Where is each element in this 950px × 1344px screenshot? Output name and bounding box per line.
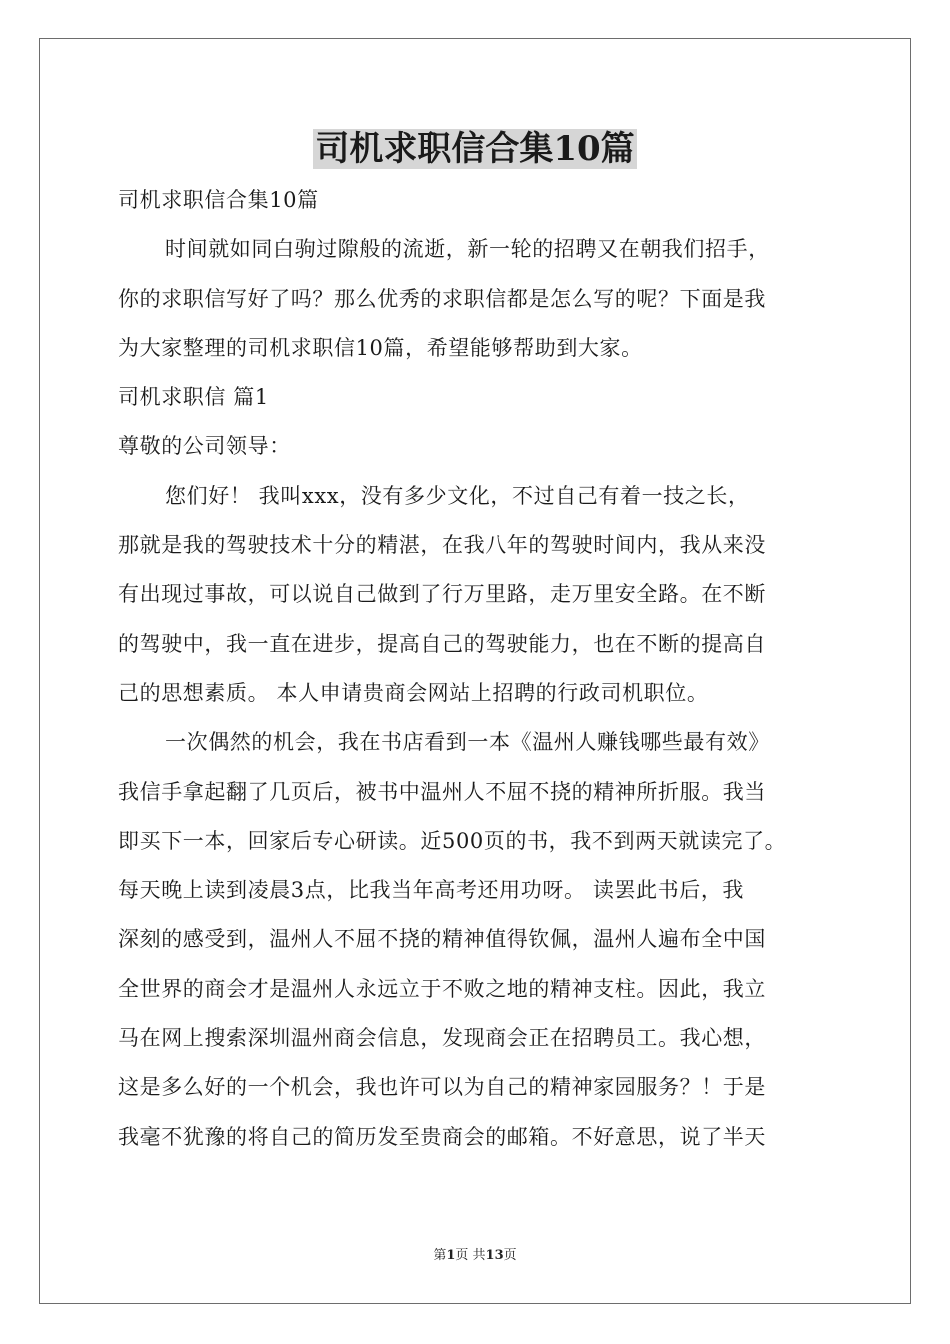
footer-mid: 页 共 [455,1248,486,1263]
text-line: 我毫不犹豫的将自己的简历发至贵商会的邮箱。不好意思，说了半天 [118,1124,766,1149]
text-line: 这是多么好的一个机会，我也许可以为自己的精神家园服务？！于是 [118,1075,766,1100]
text-line: 你的求职信写好了吗？那么优秀的求职信都是怎么写的呢？下面是我 [118,286,766,311]
text-line: 深刻的感受到，温州人不屈不挠的精神值得钦佩，温州人遍布全中国 [118,927,766,952]
text-line: 尊敬的公司领导： [118,434,291,459]
footer-page-number: 1 [446,1248,456,1263]
footer-prefix: 第 [433,1248,447,1263]
text-line: 即买下一本，回家后专心研读。近500页的书，我不到两天就读完了。 [118,828,787,853]
text-line: 己的思想素质。 本人申请贵商会网站上招聘的行政司机职位。 [118,680,709,705]
text-line: 马在网上搜索深圳温州商会信息，发现商会正在招聘员工。我心想， [118,1026,766,1051]
text-line: 您们好！ 我叫xxx，没有多少文化，不过自己有着一技之长， [165,483,750,508]
document-title [0,127,950,171]
page-footer [0,1247,950,1265]
text-line: 一次偶然的机会，我在书店看到一本《温州人赚钱哪些最有效》 [165,730,770,755]
text-line: 的驾驶中，我一直在进步，提高自己的驾驶能力，也在不断的提高自 [118,631,766,656]
footer-total-pages: 13 [485,1248,504,1263]
text-line: 我信手拿起翻了几页后，被书中温州人不屈不挠的精神所折服。我当 [118,779,766,804]
text-line: 有出现过事故，可以说自己做到了行万里路，走万里安全路。在不断 [118,582,766,607]
text-line: 司机求职信 篇1 [118,385,269,410]
text-line: 司机求职信合集10篇 [118,188,319,212]
text-line: 那就是我的驾驶技术十分的精湛，在我八年的驾驶时间内，我从来没 [118,533,766,558]
document-body [118,176,840,1162]
text-line: 为大家整理的司机求职信10篇，希望能够帮助到大家。 [118,335,643,360]
document-title-text: 司机求职信合集10篇 [315,129,635,169]
text-line: 每天晚上读到凌晨3点，比我当年高考还用功呀。 读罢此书后，我 [118,878,745,903]
footer-suffix: 页 [503,1248,517,1263]
text-line: 全世界的商会才是温州人永远立于不败之地的精神支柱。因此，我立 [118,976,766,1001]
text-line: 时间就如同白驹过隙般的流逝，新一轮的招聘又在朝我们招手， [165,237,770,262]
